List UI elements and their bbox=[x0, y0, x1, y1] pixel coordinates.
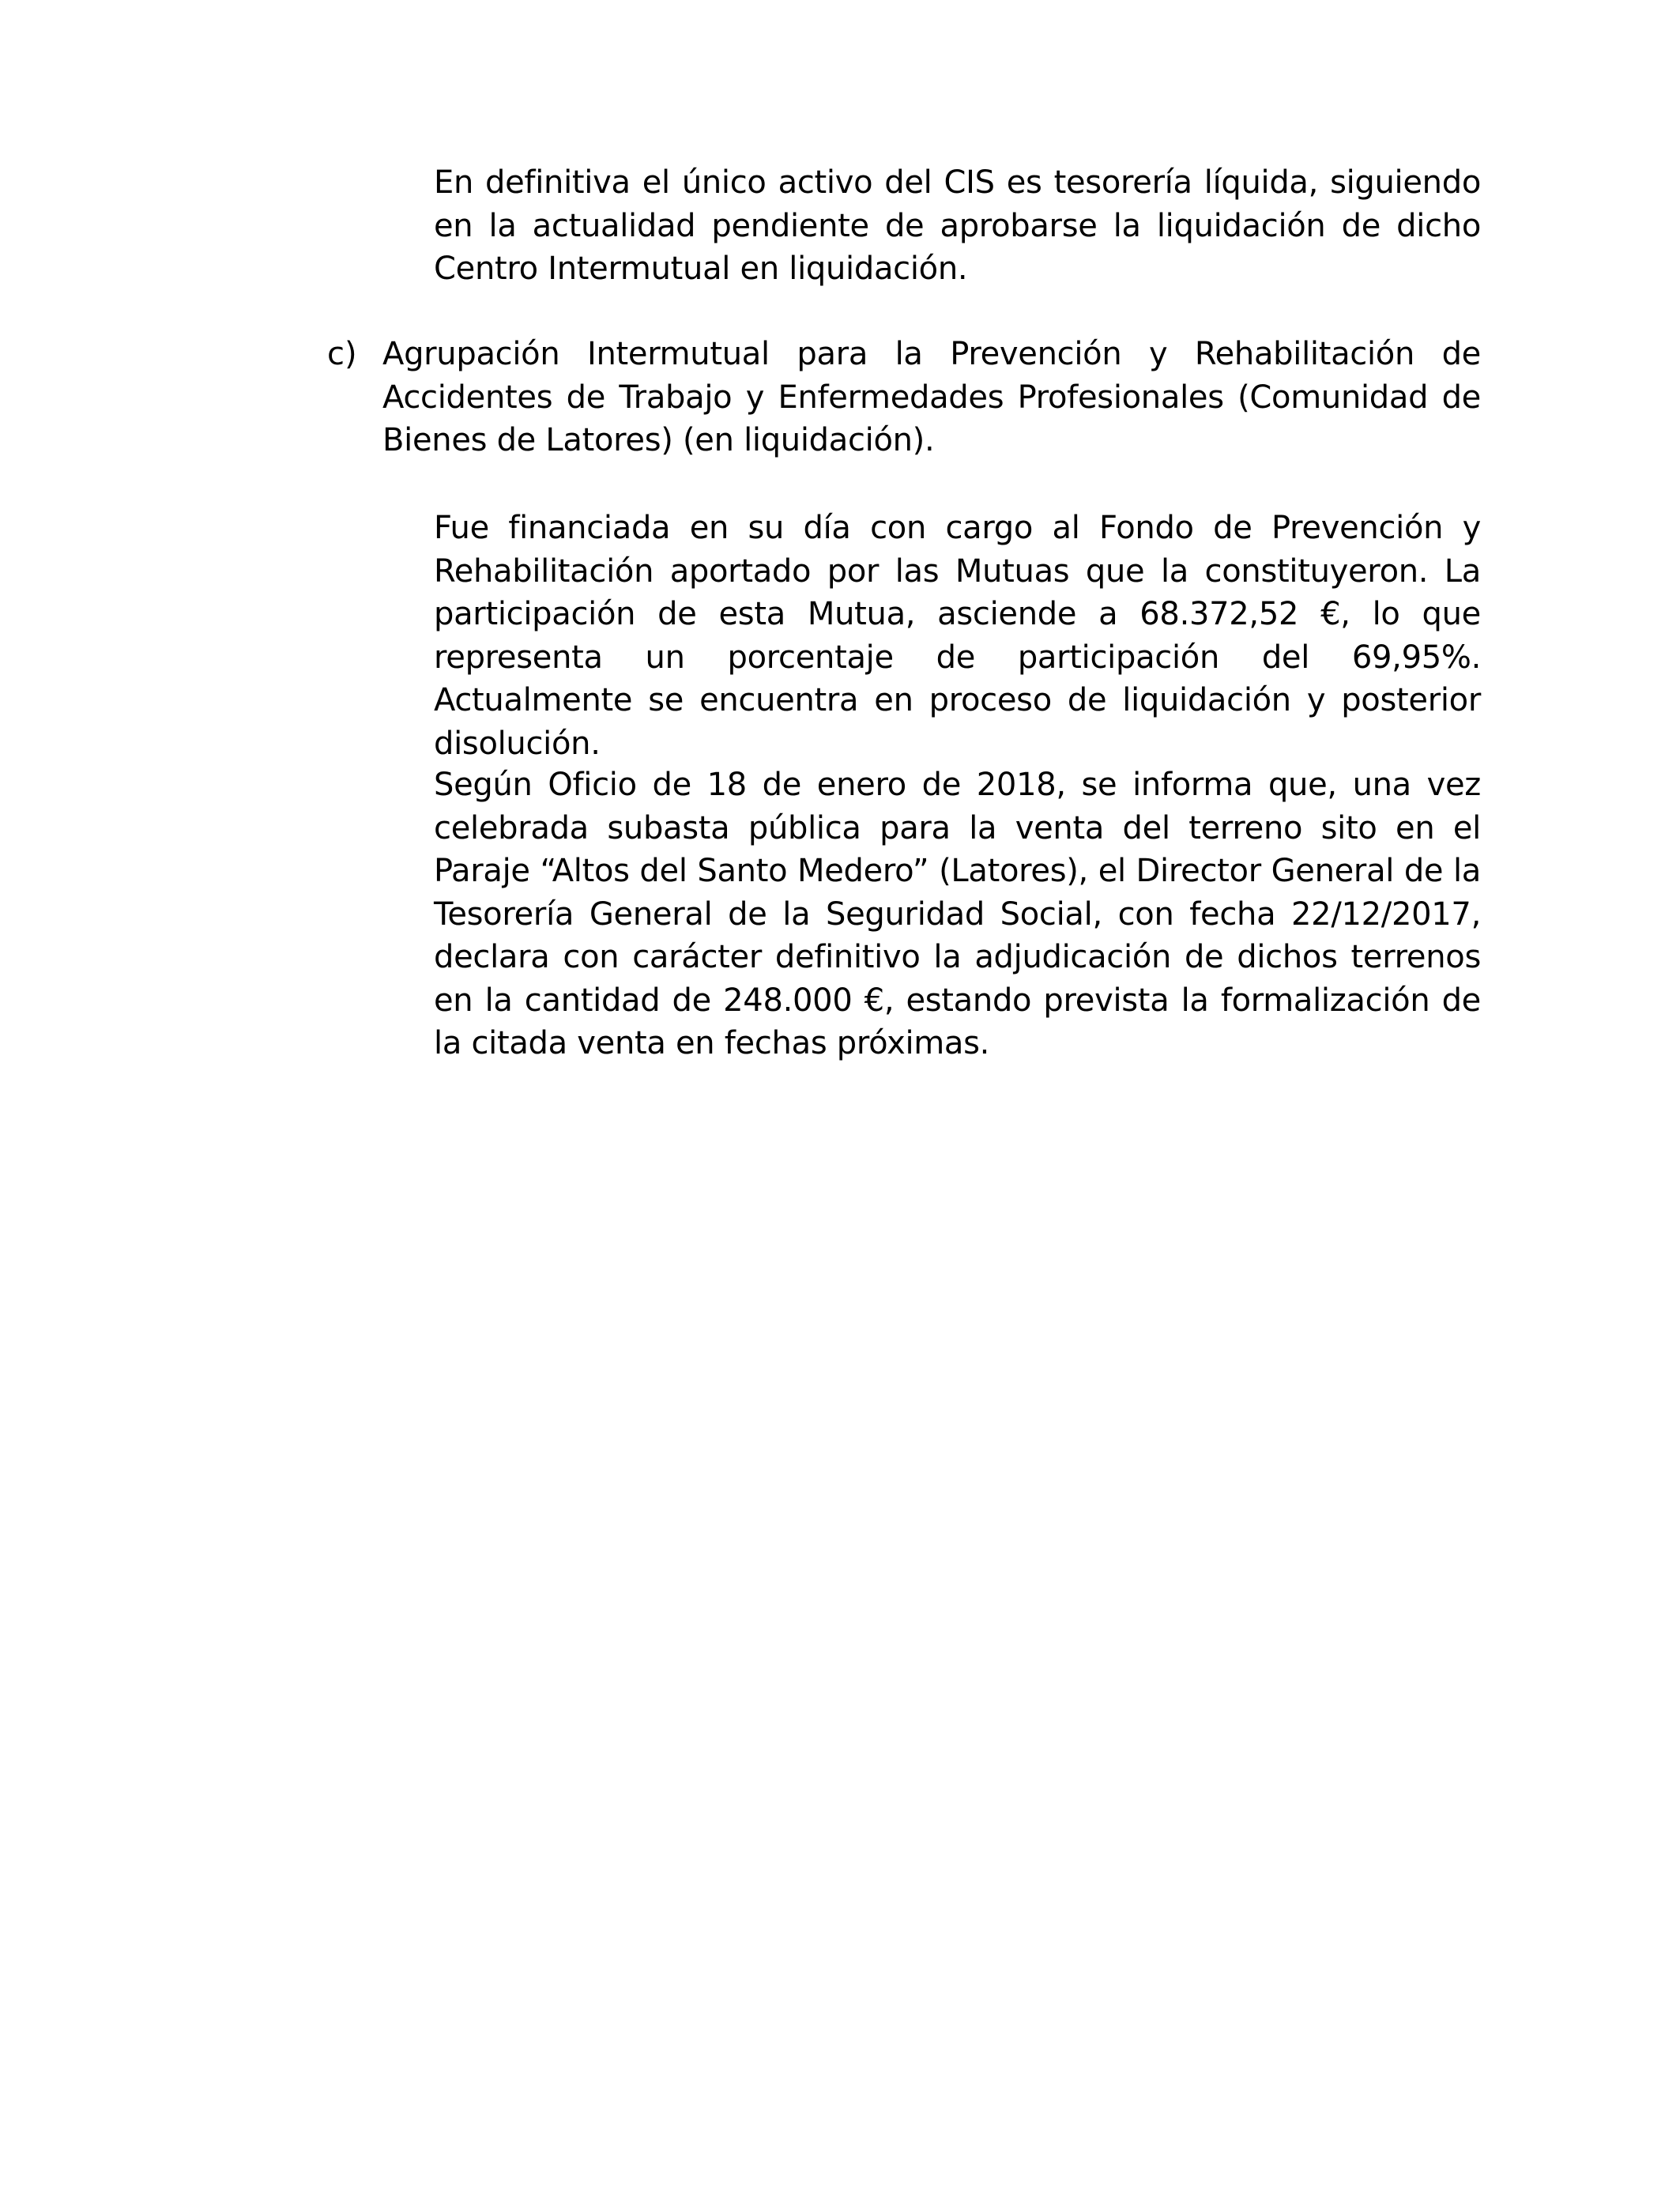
list-item-c-heading: Agrupación Intermutual para la Prevención y Rehabilitación de Accidentes de Trabajo y Enfermedades Profesionales (Comunidad de Bienes de Latores) (en liquidación). bbox=[382, 336, 1481, 458]
list-marker: c) bbox=[327, 336, 357, 372]
paragraph-auction: Según Oficio de 18 de enero de 2018, se informa que, una vez celebrada subasta pública para la venta del terreno sito en el Paraje “Altos del Santo Medero” (Latores), el Director General de la Tesorería General de la Seguridad Social, con fecha 22/12/2017, declara con carácter definitivo la adjudicación de dichos terrenos en la cantidad de 248.000 €, estando prevista la formalización de la citada venta en fechas próximas. bbox=[434, 767, 1481, 1061]
paragraph-cis-treasury: En definitiva el único activo del CIS es tesorería líquida, siguiendo en la actualidad pendiente de aprobarse la liquidación de dicho Centro Intermutual en liquidación. bbox=[434, 164, 1481, 287]
paragraph-financing: Fue financiada en su día con cargo al Fondo de Prevención y Rehabilitación aportado por las Mutuas que la constituyeron. La participación de esta Mutua, asciende a 68.372,52 €, lo que representa un porcentaje de participación del 69,95%. Actualmente se encuentra en proceso de liquidación y posterior disolución. bbox=[434, 510, 1481, 762]
